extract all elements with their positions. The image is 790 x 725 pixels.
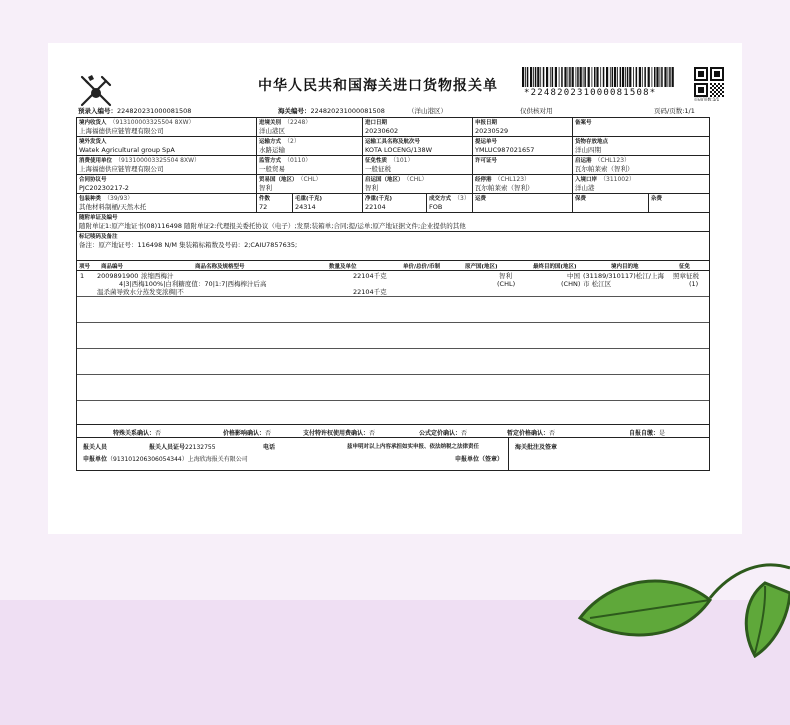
goods-list: 1 2009891900 浓缩西梅汁 4|3|西梅100%|白利糖度值：70|1:7|西梅榨汁后高 温杀菌导致水分蒸发变浓稠|不 22104千克 22104千克 智利 (CHL) 中国 (CHN) (31189/310117)松江/上海市 松江区 照章征税 (1) (77, 271, 709, 425)
row-shipper (77, 137, 709, 156)
net-weight-cell: 净重(千克) 22104 (363, 194, 427, 212)
goods-divider (77, 348, 709, 349)
transit-port-cell: 经停港 （CHL123） 瓦尔帕莱索（智利） (473, 175, 573, 193)
col-name: 商品名称及规格型号 (195, 264, 245, 270)
entry-port-cell: 入境口岸 （311002） 洋山港 (575, 176, 635, 192)
port-name: （洋山港区） (408, 107, 447, 115)
record-no-cell: 备案号 (575, 120, 592, 126)
row-contract (77, 175, 709, 194)
goods-divider (77, 400, 709, 401)
barcode (522, 67, 676, 87)
storage-cell: 货物存放地点 洋山四期 (575, 139, 609, 154)
goods-header (77, 261, 709, 271)
row-marks (77, 232, 709, 261)
misc-fee-cell: 杂费 (651, 196, 663, 202)
provisional-price: 暂定价格确认：否 (507, 430, 556, 437)
col-price: 单价/总价/币制 (403, 264, 441, 270)
consignee-cell: 境内收货人 （913100003325504 8XW） 上海福德供应链管理有限公司 (77, 118, 257, 136)
transport-mode-cell: 运输方式 （2） 水路运输 (257, 137, 363, 155)
customs-no: 海关编号：224820231000081508 (278, 107, 385, 115)
package-cell: 包装种类 （39/93） 其他材料制桶/天然木托 (77, 194, 257, 212)
col-item: 项号 (79, 264, 91, 270)
declarer-label: 报关人员 (83, 444, 108, 451)
royalty: 支付特许权使用费确认：否 (303, 430, 376, 437)
bl-cell: 提运单号 YMLUC987021657 (473, 137, 573, 155)
declarer-block (77, 438, 509, 470)
pieces-cell: 件数 72 (257, 194, 293, 212)
import-date-cell: 进口日期 20230602 (363, 118, 473, 136)
col-hs: 商品编号 (101, 264, 124, 270)
freight-cell: 运费 (473, 194, 573, 212)
deal-mode-cell: 成交方式 （3） FOB (427, 194, 473, 212)
vessel-cell: 运输工具名称及航次号 KOTA LOCENG/138W (363, 137, 473, 155)
col-levy: 征免 (679, 264, 691, 270)
declaration-grid (76, 117, 710, 471)
phone-label: 电话 (263, 444, 276, 451)
preentry-label: 预录入编号：224820231000081508 (78, 107, 192, 115)
self-pay: 自报自缴：是 (629, 430, 666, 437)
customs-annotation-label: 海关批注及签章 (515, 444, 558, 451)
goods-divider (77, 322, 709, 323)
customs-annotation-block (509, 438, 709, 470)
col-domestic: 境内目的地 (611, 264, 639, 270)
leaf-decoration-icon (560, 548, 790, 658)
row-consumer (77, 156, 709, 175)
qr-code (694, 67, 724, 101)
formula-price: 公式定价确认：否 (419, 430, 468, 437)
unit-seal-label: 申报单位（签章） (455, 456, 504, 463)
col-final: 最终目的国(地区) (533, 264, 577, 270)
barcode-text: *224820231000081508* (524, 88, 657, 98)
dest-port-cell: 启运港 （CHL123） 瓦尔帕莱索（智利） (575, 157, 634, 173)
page-count: 页码/页数:1/1 (654, 107, 695, 115)
page-label-text: 页码/页数:1/1 (694, 97, 720, 101)
col-origin: 原产国(地区) (465, 264, 498, 270)
declaring-unit: 申报单位（913101206306054344）上海欣海报关有限公司 (83, 456, 248, 463)
levy-nature-cell: 征免性质 （101） 一般征税 (363, 156, 473, 174)
row-consignee (77, 118, 709, 137)
goods-divider (77, 296, 709, 297)
row-documents (77, 213, 709, 232)
document-title: 中华人民共和国海关进口货物报关单 (258, 78, 498, 94)
origin-country-cell: 启运国（地区） （CHL） 智利 (363, 175, 473, 193)
goods-divider (77, 374, 709, 375)
special-relation: 特殊关系确认：否 (113, 430, 162, 437)
price-impact: 价格影响确认：否 (223, 430, 272, 437)
customs-emblem-icon (76, 71, 116, 111)
insurance-cell: 保费 (573, 194, 649, 212)
supervision-cell: 监管方式 （0110） 一般贸易 (257, 156, 363, 174)
declare-date-cell: 申报日期 20230529 (473, 118, 573, 136)
signature-area (77, 438, 709, 470)
trade-country-cell: 贸易国（地区） （CHL） 智利 (257, 175, 363, 193)
row-package (77, 194, 709, 213)
shipper-cell: 境外发货人 Watek Agricultural group SpA (77, 137, 257, 155)
contract-cell: 合同协议号 PJC20230217-2 (77, 175, 257, 193)
consumer-cell: 消费使用单位 （913100003325504 8XW） 上海福德供应链管理有限公司 (77, 156, 257, 174)
gross-weight-cell: 毛重(千克) 24314 (293, 194, 363, 212)
confirmation-row (77, 425, 709, 438)
legal-statement: 兹申明对以上内容承担如实申报、依法纳税之法律责任 (347, 444, 480, 450)
license-cell: 许可证号 (473, 156, 573, 174)
entry-customs-cell: 进境关别 （2248） 洋山港区 (257, 118, 363, 136)
marks-cell: 标记唛码及备注 备注：原产地证号：116498 N/M 集装箱标箱数及号码：2;CAIU7857635; (79, 234, 298, 249)
purpose-note: 仅供核对用 (520, 107, 553, 115)
col-qty: 数量及单位 (329, 264, 357, 270)
documents-cell: 随附单证及编号 随附单证1:原产地证书(08)116498 随附单证2:代理报关委托协议（电子）;发票;装箱单;合同;提/运单;原产地证据文件;企业提供的其他 (79, 215, 466, 230)
declarer-cert: 报关人员证号22132755 (149, 444, 216, 451)
customs-declaration-form (48, 43, 742, 534)
